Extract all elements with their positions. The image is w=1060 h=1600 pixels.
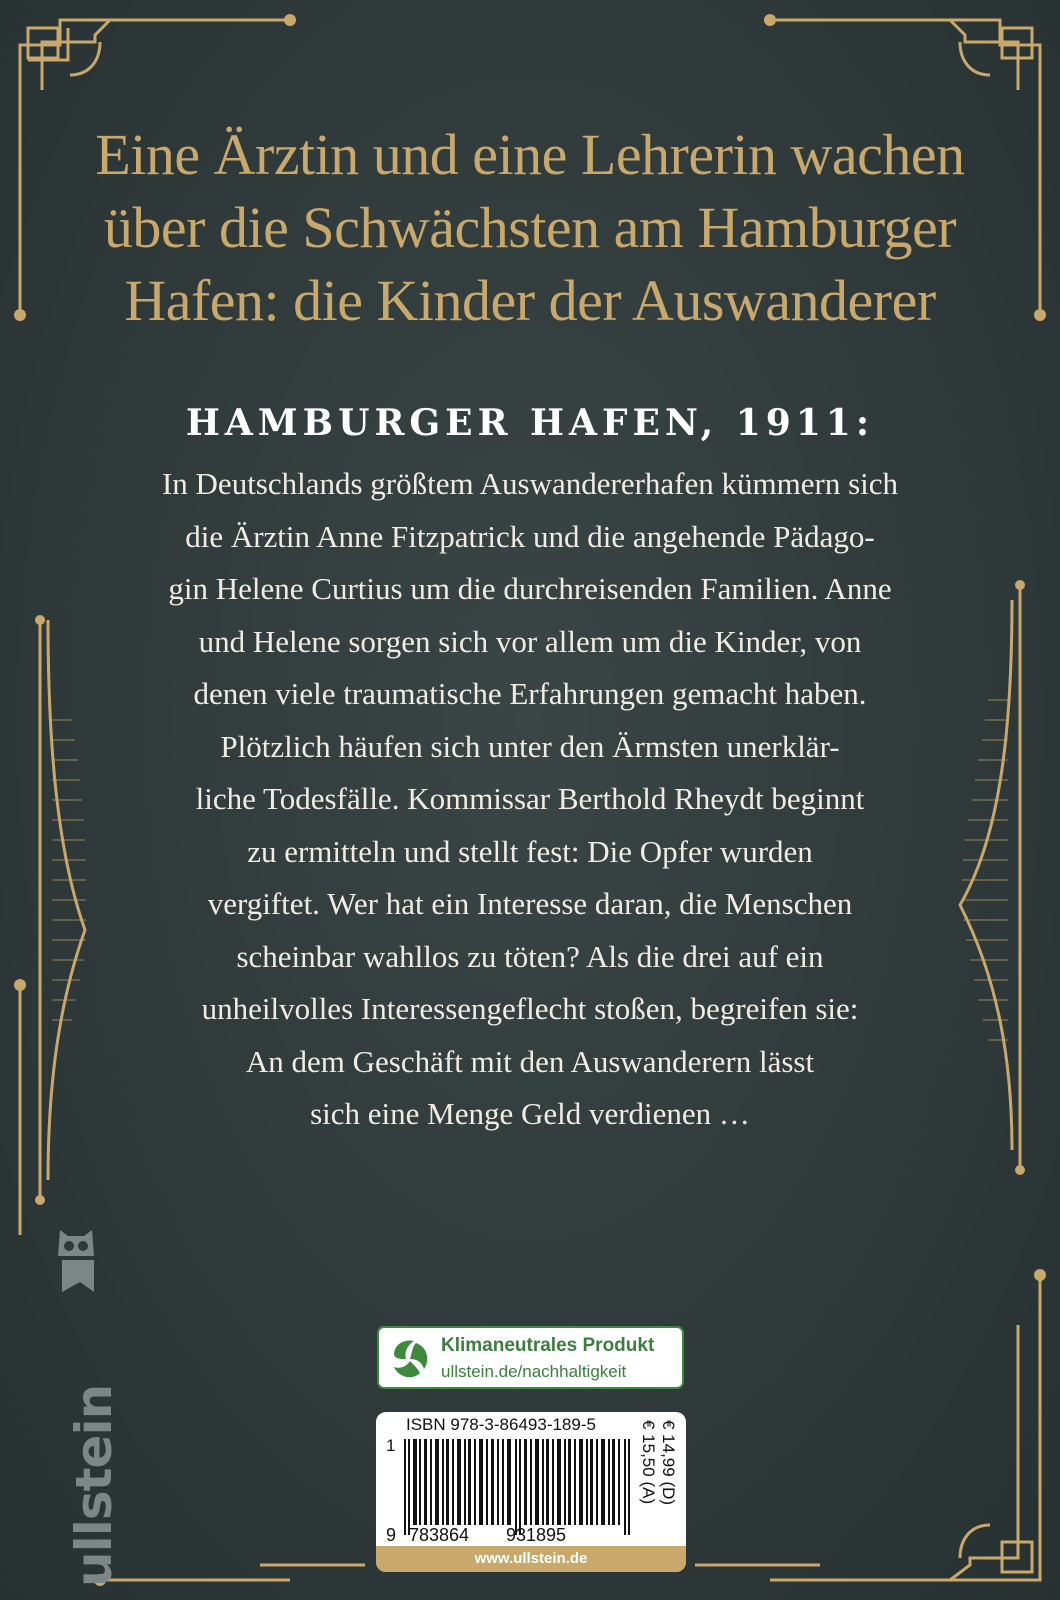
- blurb-line: sich eine Menge Geld verdienen …: [310, 1096, 750, 1131]
- blurb-line: scheinbar wahllos zu töten? Als die drei auf ein: [236, 938, 824, 974]
- tagline-line: Eine Ärztin und eine Lehrerin wachen: [95, 122, 965, 187]
- barcode-digits-left: 783864: [409, 1525, 470, 1545]
- blurb-line: unheilvolles Interessengeflecht stoßen, begreifen sie:: [201, 991, 859, 1026]
- price-austria: € 15,50 (A): [639, 1420, 658, 1505]
- blurb-line: liche Todesfälle. Kommissar Berthold Rheydt beginnt: [195, 781, 865, 816]
- tagline: [80, 118, 980, 337]
- blurb-line: In Deutschlands größtem Auswandererhafen kümmern sich: [161, 466, 899, 501]
- prices: [638, 1420, 678, 1530]
- barcode-addon-digit: 1: [386, 1436, 396, 1455]
- blurb-heading: HAMBURGER HAFEN, 1911:: [185, 402, 875, 444]
- blurb-line: Plötzlich häufen sich unter den Ärmsten unerklär-: [220, 728, 840, 764]
- barcode-box: [376, 1412, 686, 1572]
- tagline-line: über die Schwächsten am Hamburger: [103, 195, 957, 260]
- leaf-recycle-icon: [386, 1335, 433, 1382]
- blurb-line: denen viele traumatische Erfahrungen gemacht haben.: [193, 676, 867, 711]
- barcode-digits-right: 931895: [506, 1525, 567, 1545]
- barcode-first-digit: 9: [386, 1525, 397, 1545]
- blurb-line: vergiftet. Wer hat ein Interesse daran, die Menschen: [207, 886, 853, 921]
- owl-icon: [56, 1226, 96, 1296]
- isbn-number: ISBN 978-3-86493-189-5: [406, 1415, 596, 1434]
- blurb-line: gin Helene Curtius um die durchreisenden Familien. Anne: [168, 571, 892, 606]
- climate-badge-title: Klimaneutrales Produkt: [441, 1335, 655, 1356]
- price-germany: € 14,99 (D): [659, 1420, 678, 1506]
- blurb-line: zu ermitteln und stellt fest: Die Opfer wurden: [247, 833, 813, 869]
- blurb-line: die Ärztin Anne Fitzpatrick und die angehende Pädago-: [185, 518, 875, 554]
- publisher-logo: [52, 1232, 123, 1587]
- climate-neutral-badge: [377, 1326, 684, 1389]
- publisher-website: www.ullstein.de: [376, 1546, 686, 1572]
- blurb-text: [100, 458, 960, 1141]
- climate-badge-url: ullstein.de/nachhaltigkeit: [441, 1362, 627, 1381]
- publisher-name: ullstein: [65, 1384, 123, 1587]
- blurb-line: und Helene sorgen sich vor allem um die Kinder, von: [198, 623, 862, 659]
- barcode: [404, 1439, 634, 1535]
- tagline-line: Hafen: die Kinder der Auswanderer: [124, 268, 936, 333]
- blurb-line: An dem Geschäft mit den Auswanderern lässt: [245, 1043, 815, 1079]
